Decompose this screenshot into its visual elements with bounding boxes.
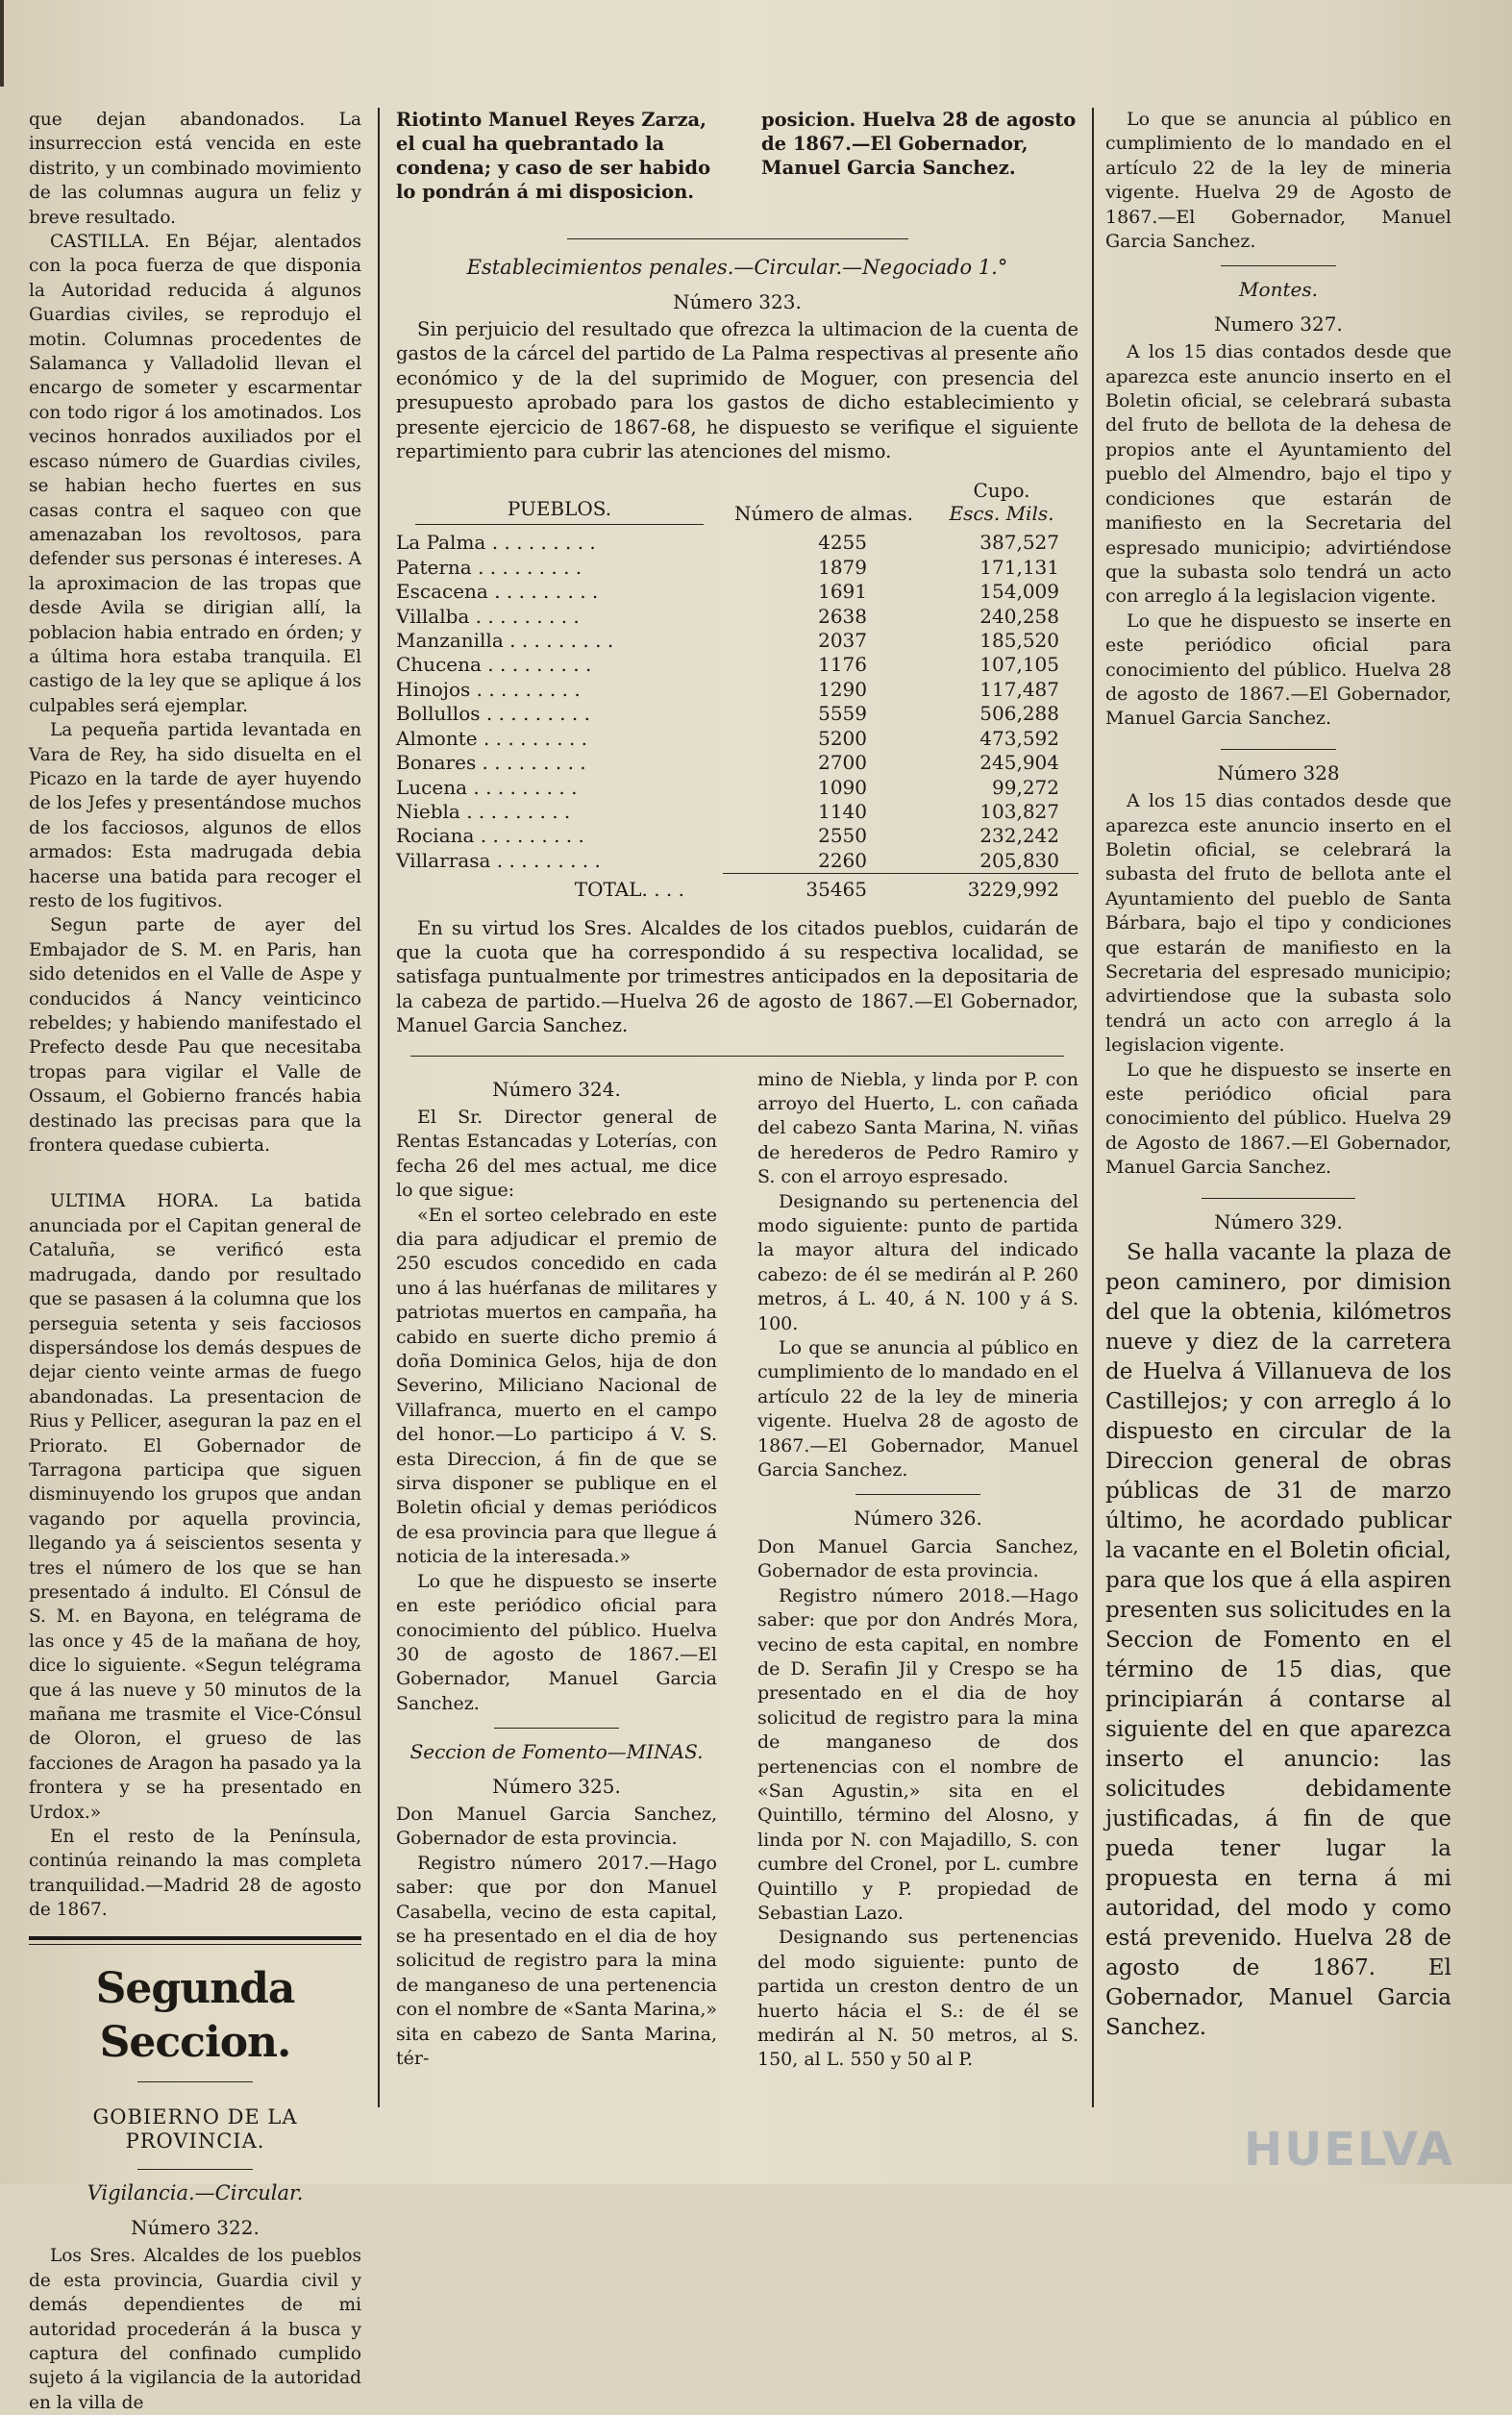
middle-top [396, 108, 1078, 204]
table-row [396, 556, 1078, 580]
vigilancia-heading: Vigilancia.—Circular. [87, 2181, 304, 2205]
table-row [396, 531, 1078, 555]
paragraph: «En el sorteo celebrado en este dia para adjudicar el premio de 250 escudos concedido en cada uno á las huérfanas de militares y patriotas muertos en campaña, ha cabido en suerte dicho premio á doña Dominica Gelos, hija de don Severino, Miliciano Nacional de Villafranca, muerto en el campo del honor.—Lo participo á V. S. esta Direccion, á fin de que se sirva disponer se publique en el Boletin oficial y demas periódicos de esa provincia para que llegue á noticia de la interesada.» [396, 1204, 717, 1568]
divider [137, 2169, 253, 2170]
paragraph: El Sr. Director general de Rentas Estancadas y Loterías, con fecha 26 del mes actual, me dice lo que sigue: [396, 1106, 717, 1202]
paragraph: Se halla vacante la plaza de peon caminero, por dimision del que la obtenia, kilómetros nueve y diez de la carretera de Huelva á Villanueva de los Castillejos; y con arreglo á lo dispuesto en circular de la Direccion general de obras públicas de 31 de marzo último, he acordado publicar la vacante en el Boletin oficial, para que los que á ella aspiren presenten sus solicitudes en la Seccion de Fomento en el término de 15 dias, que principiarán á contarse al siguiente del en que aparezca inserto el anuncio: las solicitudes debidamente justificadas, á fin de que pueda tener lugar la propuesta en terna á mi autoridad, del modo y como está prevenido. Huelva 28 de agosto de 1867. El Gobernador, Manuel Garcia Sanchez. [1105, 1240, 1451, 2041]
table-row [396, 653, 1078, 677]
cell-almas: 2260 [818, 848, 867, 872]
cell-pueblo: Escacena . . . . . . . . . [396, 580, 599, 604]
middle-col-left [396, 1068, 717, 2073]
divider [1221, 265, 1336, 266]
cell-cupo: 171,131 [979, 555, 1059, 579]
paragraph: Don Manuel Garcia Sanchez, Gobernador de esta provincia. [757, 1535, 1078, 1582]
table-row [396, 849, 1078, 874]
header-pueblos: PUEBLOS. [396, 479, 723, 531]
paragraph: Segun parte de ayer del Embajador de S. M. en Paris, han sido detenidos en el Valle de Aspe y conducidos á Nancy veinticinco rebeldes; y habiendo manifestado el Prefecto desde Pau que necesitaba tropas para vigilar el Valle de Ossaum, el Gobierno francés habia destinado las precisas para que la frontera quedase cubierta. [29, 915, 361, 1157]
paragraph: En el resto de la Península, continúa reinando la mas completa tranquilidad.—Madrid 28 de agosto de 1867. [29, 1827, 361, 1921]
section-heading: Segunda Seccion. [95, 1963, 295, 2067]
table-row [396, 702, 1078, 726]
cell-cupo: 154,009 [979, 580, 1059, 604]
paragraph: Registro número 2018.—Hago saber: que por don Andrés Mora, vecino de esta capital, en nombre de D. Serafin Jil y Crespo se ha presentado en el dia de hoy solicitud de registro para la mina de manganeso de dos pertenencias con el nombre de «San Agustin,» sita en el Quintillo, término del Alosno, y linda por N. con Majadillo, S. con cumbre del Cronel, por L. cumbre Quintillo y P. propiedad de Sebastian Lazo. [757, 1584, 1078, 1924]
number-heading: Número 329. [1214, 1209, 1343, 1233]
number-heading: Numero 327. [1214, 311, 1343, 336]
paragraph: Designando su pertenencia del modo siguiente: punto de partida la mayor altura del indicado cabezo: de él se medirán al P. 260 metros, á L. 40, á N. 100 y á S. 100. [757, 1190, 1078, 1334]
total-num: 35465 [723, 874, 925, 903]
table-row [396, 678, 1078, 702]
paragraph: En su virtud los Sres. Alcaldes de los citados pueblos, cuidarán de que la cuota que ha correspondido á su respectiva localidad, se satisfaga puntualmente por trimestres anticipados en la depositaria de la cabeza de partido.—Huelva 26 de agosto de 1867.—El Gobernador, Manuel Garcia Sanchez. [396, 916, 1078, 1037]
cell-cupo: 240,258 [979, 604, 1059, 628]
divider [410, 1056, 1064, 1057]
paragraph: Sin perjuicio del resultado que ofrezca la ultimacion de la cuenta de gastos de la cárcel del partido de La Palma respectivas al presente año económico y de la del suprimido de Moguer, con presencia del presupuesto aprobado para los gastos de dicho establecimiento y presente ejercicio de 1867-68, he dispuesto se verifique el siguiente repartimiento para cubrir las atenciones del mismo. [396, 318, 1078, 463]
table-row [396, 580, 1078, 604]
cell-almas: 5559 [818, 702, 867, 726]
header-cupo: Cupo. Escs. Mils. [949, 479, 1054, 526]
cell-cupo: 473,592 [979, 726, 1059, 750]
cell-almas: 2037 [818, 629, 867, 653]
repartimiento-table [396, 479, 1078, 902]
cell-cupo: 245,904 [979, 751, 1059, 775]
cell-almas: 1176 [818, 653, 867, 677]
cell-cupo: 506,288 [979, 702, 1059, 726]
ornament-divider [396, 233, 1078, 246]
paragraph: Lo que he dispuesto se inserte en este periódico oficial para conocimiento del público. Huelva 29 de Agosto de 1867.—El Gobernador, Manuel Garcia Sanchez. [1105, 1058, 1451, 1179]
paragraph-ultima-hora: ULTIMA HORA. La batida anunciada por el Capitan general de Cataluña, se verificó esta madrugada, dando por resultado que se pasasen á la columna que los perseguia setenta y seis facciosos dispersándose los demás despues de dejar ciento veinte armas de fuego abandonadas. La presentacion de Rius y Pellicer, aseguran la paz en el Priorato. El Gobernador de Tarragona participa que siguen disminuyendo los grupos que andan vagando por aquella provincia, llegando ya á seiscientos sesenta y tres el número de los que se han presentado á indulto. El Cónsul de S. M. en Bayona, en telégrama de las once y 45 de la mañana de hoy, dice lo siguiente. «Segun telégrama que á las nueve y 50 minutos de la mañana me trasmite el Vice-Cónsul de Oloron, el grueso de las facciones de Aragon ha pasado ya la frontera y se ha presentado en Urdox.» [29, 1191, 361, 1823]
middle-section [396, 108, 1078, 2073]
cell-almas: 1879 [818, 555, 867, 579]
middle-col-right [757, 1068, 1078, 2073]
cell-pueblo: Bonares . . . . . . . . . [396, 751, 586, 775]
table-body [396, 531, 1078, 873]
paragraph: que dejan abandonados. La insurreccion está vencida en este distrito, y un combinado movimiento de las columnas augura un feliz y breve resultado. [29, 110, 361, 228]
table-row [396, 751, 1078, 775]
cell-cupo: 232,242 [979, 824, 1059, 848]
paragraph: Lo que se anuncia al público en cumplimiento de lo mandado en el artículo 22 de la ley de mineria vigente. Huelva 29 de Agosto de 1867.—El Gobernador, Manuel Garcia Sanchez. [1105, 109, 1451, 253]
number-heading: Número 326. [854, 1506, 982, 1531]
number-heading: Número 324. [492, 1077, 621, 1101]
section-rule [29, 1936, 361, 1940]
column-rule [1092, 108, 1094, 2107]
cell-cupo: 185,520 [979, 629, 1059, 653]
cell-almas: 1290 [818, 677, 867, 701]
cell-cupo: 107,105 [979, 653, 1059, 677]
column-1 [29, 108, 361, 2415]
paragraph: Los Sres. Alcaldes de los pueblos de esta provincia, Guardia civil y demás dependientes de mi autoridad procederán á la busca y captura del confinado cumplido sujeto á la vigilancia de la autoridad en la villa de [29, 2246, 361, 2413]
cell-cupo: 99,272 [992, 775, 1059, 799]
cell-pueblo: Lucena . . . . . . . . . [396, 775, 578, 799]
cell-almas: 1691 [818, 580, 867, 604]
cell-cupo: 117,487 [979, 677, 1059, 701]
cell-pueblo: Almonte . . . . . . . . . [396, 726, 588, 750]
paragraph: Registro número 2017.—Hago saber: que por don Manuel Casabella, vecino de esta capital, se ha presentado en el dia de hoy solicitud de registro para la mina de manganeso de una pertenencia con el nombre de «Santa Marina,» sita en cabezo de Santa Marina, tér- [396, 1852, 717, 2069]
establecimientos-heading: Establecimientos penales.—Circular.—Negociado 1.° [466, 256, 1008, 279]
cell-almas: 4255 [818, 531, 867, 555]
cell-pueblo: Manzanilla . . . . . . . . . [396, 629, 614, 653]
cell-pueblo: Paterna . . . . . . . . . [396, 555, 582, 579]
cell-cupo: 205,830 [979, 848, 1059, 872]
divider [1221, 749, 1336, 750]
section-rule [29, 1944, 361, 1945]
cell-almas: 1140 [818, 799, 867, 823]
column-4 [1105, 108, 1451, 2043]
cell-pueblo: Bollullos . . . . . . . . . [396, 702, 590, 726]
table-row [396, 776, 1078, 800]
total-cupo: 3229,992 [925, 874, 1078, 903]
cell-pueblo: Villarrasa . . . . . . . . . [396, 848, 601, 872]
cell-almas: 1090 [818, 775, 867, 799]
cell-pueblo: Hinojos . . . . . . . . . [396, 677, 581, 701]
cell-pueblo: Villalba . . . . . . . . . [396, 604, 580, 628]
number-heading: Número 328 [1217, 760, 1340, 784]
paragraph: A los 15 dias contados desde que aparezca este anuncio inserto en el Boletin oficial, se celebrará subasta del fruto de bellota de la dehesa de propios ante el Ayuntamiento del pueblo del Almendro, bajo el tipo y condiciones que estarán de manifiesto en la Secretaria del espresado municipio; advirtiéndose que la subasta solo tendrá un acto con arreglo á la legislacion vigente. [1105, 341, 1451, 608]
divider [855, 1494, 980, 1495]
number-heading: Número 322. [131, 2215, 260, 2239]
table-row [396, 605, 1078, 629]
paragraph: mino de Niebla, y linda por P. con arroyo del Huerto, L. con cañada del cabezo Santa Marina, N. viñas de herederos de Pedro Ramiro y S. con el arroyo espresado. [757, 1068, 1078, 1188]
cell-cupo: 387,527 [979, 531, 1059, 555]
paragraph-castilla: CASTILLA. En Béjar, alentados con la poca fuerza de que disponia la Autoridad reducida á algunos Guardias civiles, se reprodujo el motin. Columnas procedentes de Salamanca y Valladolid llevan el encargo de someter y escarmentar con todo rigor á los amotinados. Los vecinos honrados auxiliados por el escaso número de Guardias civiles, se habian hecho fuertes en sus casas contra el saqueo con que amenazaban los revoltosos, para defender sus personas é intereses. A la aproximacion de las tropas que desde Avila se dirigian allí, la poblacion habia entrado en órden; y a última hora estaba tranquila. El castigo de la ley que se aplique á los culpables será ejemplar. [29, 232, 361, 716]
page-edge [0, 0, 4, 87]
paragraph: posicion. Huelva 28 de agosto de 1867.—El Gobernador, Manuel Garcia Sanchez. [761, 109, 1077, 179]
table-row [396, 800, 1078, 824]
divider [1202, 1198, 1355, 1199]
table-header [396, 479, 1078, 531]
divider [494, 1728, 619, 1729]
cell-pueblo: Chucena . . . . . . . . . [396, 653, 592, 677]
cell-almas: 2638 [818, 604, 867, 628]
cell-pueblo: La Palma . . . . . . . . . [396, 531, 596, 555]
gobierno-heading: GOBIERNO DE LA PROVINCIA. [92, 2104, 298, 2154]
column-rule [378, 108, 380, 2107]
cell-cupo: 103,827 [979, 799, 1059, 823]
total-row [396, 874, 1078, 903]
table-row [396, 727, 1078, 751]
cell-almas: 2700 [818, 751, 867, 775]
paragraph: A los 15 dias contados desde que aparezca este anuncio inserto en el Boletin oficial, se celebrará la subasta del fruto de bellota ante el Ayuntamiento del pueblo de Santa Bárbara, bajo el tipo y condiciones que estarán de manifiesto en la Secretaria del espresado municipio; advirtiendose que la subasta solo tendrá un acto con arreglo á la legislacion vigente. [1105, 790, 1451, 1057]
fomento-heading: Seccion de Fomento—MINAS. [409, 1740, 704, 1764]
cell-pueblo: Rociana . . . . . . . . . [396, 824, 584, 848]
total-label: TOTAL. . . . [574, 877, 684, 901]
montes-heading: Montes. [1239, 278, 1318, 302]
table-row [396, 629, 1078, 653]
cell-almas: 5200 [818, 726, 867, 750]
paragraph: Riotinto Manuel Reyes Zarza, el cual ha quebrantado la condena; y caso de ser habido lo pondrán á mi disposicion. [396, 109, 711, 203]
paragraph: Lo que he dispuesto se inserte en este periódico oficial para conocimiento del público. Huelva 30 de agosto de 1867.—El Gobernador, Manuel Garcia Sanchez. [396, 1570, 717, 1714]
watermark-logo: HUELVA [1244, 2123, 1454, 2177]
middle-columns [396, 1068, 1078, 2073]
paragraph: La pequeña partida levantada en Vara de Rey, ha sido disuelta en el Picazo en la tarde de ayer huyendo de los Jefes y presentándose muchos de los facciosos, algunos de ellos armados: Esta madrugada debia hacerse una batida para recoger el resto de los fugitivos. [29, 720, 361, 911]
paragraph: Designando sus pertenencias del modo siguiente: punto de partida un creston dentro de un huerto hácia el S.: de él se medirán al N. 50 metros, al S. 150, al L. 550 y 50 al P. [757, 1927, 1078, 2071]
number-heading: Número 325. [492, 1774, 621, 1798]
paragraph: Lo que se anuncia al público en cumplimiento de lo mandado en el artículo 22 de la ley de mineria vigente. Huelva 28 de agosto de 1867.—El Gobernador, Manuel Garcia Sanchez. [757, 1337, 1078, 1481]
table-row [396, 824, 1078, 848]
number-heading: Número 323. [673, 290, 802, 313]
paragraph: Don Manuel Garcia Sanchez, Gobernador de esta provincia. [396, 1803, 717, 1850]
header-numero: Número de almas. [734, 502, 913, 526]
paragraph: Lo que he dispuesto se inserte en este periódico oficial para conocimiento del público. Huelva 28 de agosto de 1867.—El Gobernador, Manuel Garcia Sanchez. [1105, 610, 1451, 730]
cell-pueblo: Niebla . . . . . . . . . [396, 799, 571, 823]
cell-almas: 2550 [818, 824, 867, 848]
divider [137, 2081, 253, 2082]
